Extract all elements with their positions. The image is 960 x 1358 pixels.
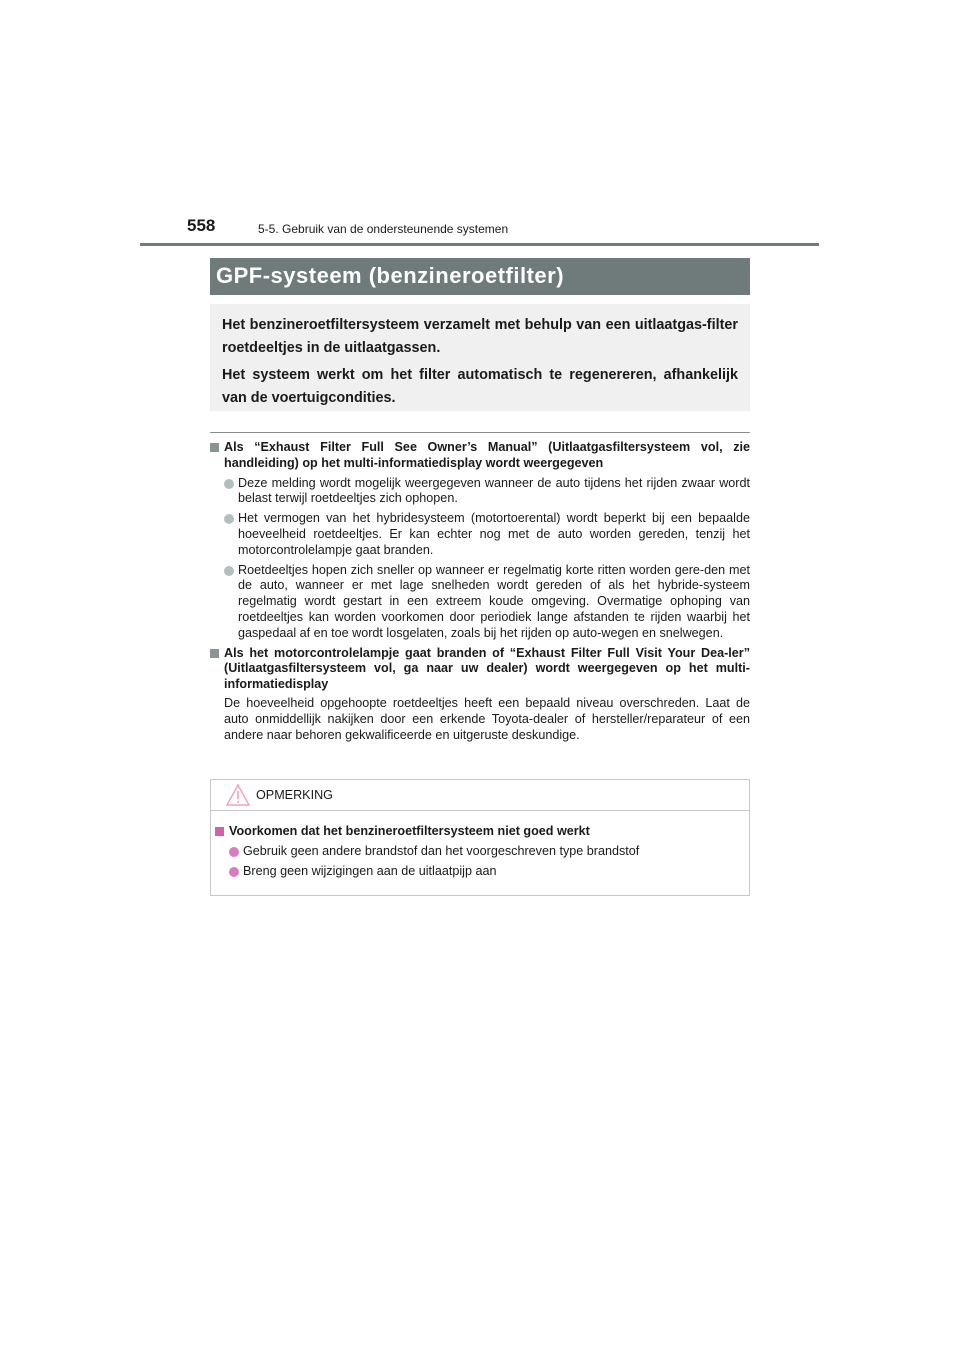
square-marker-icon	[210, 443, 219, 452]
note-title: OPMERKING	[256, 788, 333, 802]
note-body	[211, 811, 749, 879]
section-divider	[210, 432, 750, 433]
page-number: 558	[187, 216, 216, 235]
intro-paragraph-2: Het systeem werkt om het filter automatisch te regenereren, afhankelijk van de voertuigcondities.	[222, 367, 738, 406]
warning-triangle-icon	[225, 783, 251, 807]
intro-paragraph-1: Het benzineroetfiltersysteem verzamelt met behulp van een uitlaatgas-filter roetdeeltjes in de uitlaatgassen.	[222, 317, 738, 356]
section-path: 5-5. Gebruik van de ondersteunende systemen	[258, 222, 509, 236]
list-item	[215, 844, 749, 860]
header-rule	[140, 243, 819, 246]
square-marker-icon	[210, 649, 219, 658]
note-box	[210, 779, 750, 896]
note-section	[215, 824, 749, 840]
title-bar	[210, 258, 750, 295]
circle-bullet-icon	[229, 867, 239, 877]
intro-box	[210, 304, 750, 411]
list-item	[215, 864, 749, 880]
circle-bullet-icon	[224, 514, 234, 524]
list-item-text: Roetdeeltjes hopen zich sneller op wanneer er regelmatig korte ritten worden gere-den met de auto, wanneer er met lage snelheden wordt gereden of als het hybride-systeem regelmatig wordt gestart in een extreem koude omgeving. Overmatige ophoping van roetdeeltjes kan worden voorkomen door periodiek lange afstanden te rijden waarbij het gaspedaal af en toe wordt losgelaten, zoals bij het rijden op auto-wegen en snelwegen.	[238, 562, 750, 640]
circle-bullet-icon	[229, 847, 239, 857]
list-item-text: Deze melding wordt mogelijk weergegeven wanneer de auto tijdens het rijden zwaar wordt belast terwijl roetdeeltjes zich ophopen.	[238, 475, 750, 506]
square-marker-icon	[215, 827, 224, 836]
page-title: GPF-systeem (benzineroetfilter)	[216, 263, 565, 288]
section-engine-lamp	[210, 646, 750, 693]
section-heading: Als “Exhaust Filter Full See Owner’s Manual” (Uitlaatgasfiltersysteem vol, zie handleiding) op het multi-informatiedisplay wordt weergegeven	[224, 440, 750, 470]
circle-bullet-icon	[224, 479, 234, 489]
list-item-text: Gebruik geen andere brandstof dan het voorgeschreven type brandstof	[243, 843, 640, 858]
section-exhaust-filter-full	[210, 440, 750, 472]
note-header	[211, 780, 749, 811]
list-item	[210, 563, 750, 642]
list-item-text: Het vermogen van het hybridesysteem (motortoerental) wordt beperkt bij een bepaalde hoeveelheid roetdeeltjes. Er kan echter nog met de auto worden gereden, tenzij het motorcontrolelampje gaat branden.	[238, 511, 750, 557]
list-item	[210, 476, 750, 508]
section-body-text: De hoeveelheid opgehoopte roetdeeltjes heeft een bepaald niveau overschreden. Laat de auto onmiddellijk nakijken door een erkende Toyota-dealer of hersteller/reparateur of een andere naar behoren gekwalificeerde en uitgeruste deskundige.	[224, 695, 750, 742]
section-heading: Als het motorcontrolelampje gaat branden of “Exhaust Filter Full Visit Your Dea-ler” (Uitlaatgasfiltersysteem vol, ga naar uw dealer) wordt weergegeven op het multi-informatiedisplay	[224, 645, 750, 692]
list-item	[210, 511, 750, 558]
main-content	[210, 440, 750, 743]
note-heading: Voorkomen dat het benzineroetfiltersysteem niet goed werkt	[229, 824, 590, 838]
list-item-text: Breng geen wijzigingen aan de uitlaatpijp aan	[243, 863, 497, 878]
circle-bullet-icon	[224, 566, 234, 576]
